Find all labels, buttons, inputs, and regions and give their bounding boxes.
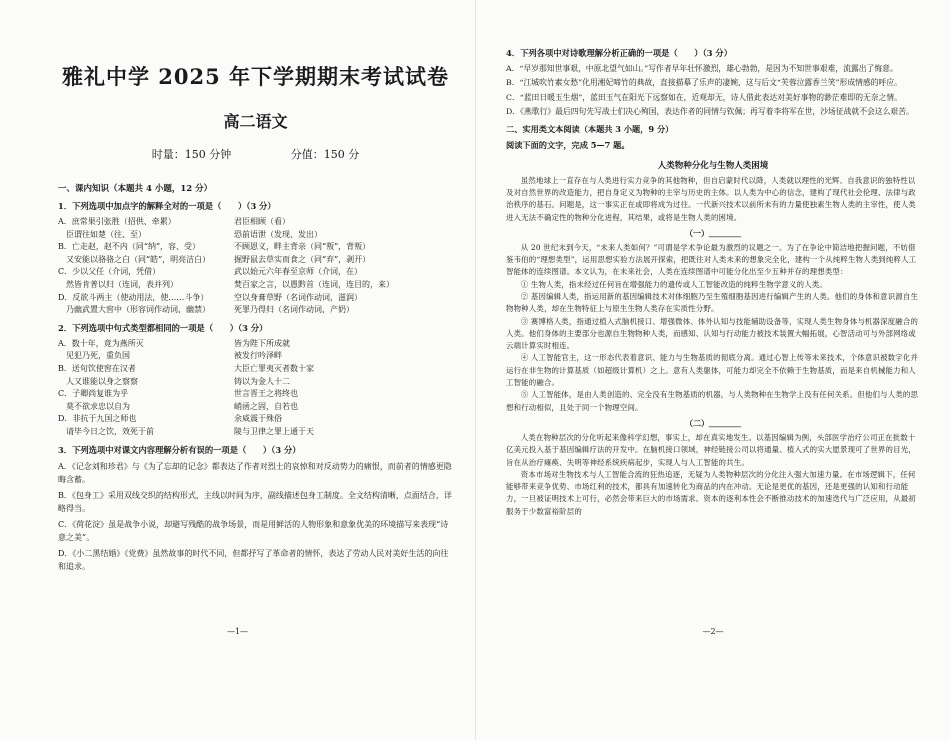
option-cell: 空以身膏草野（名词作动词，滋润） (234, 292, 362, 302)
option-cell: 铸以为金人十二 (234, 376, 290, 386)
option-text: A．“早岁那知世事艰，中原北望气如山。”写作者早年壮怀激烈，雄心勃勃，是因为不知世事艰难，流露出了悔意。 (506, 64, 898, 73)
article-paragraph: ② 基因编辑人类，指运用新的基因编辑技术对体细胞乃至生殖细胞基因进行编辑产生的人类。他们的身体和意识源自生物物种人类，却在生物特征上与原生生物人类存在实质性分野。 (506, 292, 919, 314)
exam-time: 时量：150 分钟 (151, 148, 232, 161)
page-number: —2— (702, 627, 724, 636)
question-stem: 2．下列选项中句式类型都相同的一项是（ ）（3 分） (58, 322, 268, 333)
option-row (58, 426, 453, 439)
article-title: 人类物种分化与生物人类困境 (657, 160, 769, 171)
option-row (58, 229, 453, 242)
article-subheading: （二）＿＿＿＿ (685, 417, 741, 428)
article-paragraph: 虽然地球上一直存在与人类进行实力竞争的其他物种，但自启蒙时代以降，人类就以理性的光辉、自我意识的独特性以及对自然世界的改造能力，把自身定义为物种的主宰与历史的主体。以人类为中心的信念，建构了现代社会伦理、法律与政治秩序的基石。问题是，这一事实正在或即将成为过往。一代新兴技术以前所未有的力量使独素生物人类的主宰性，使人类进入无法不确定性的物种分化进程，其结果，或将是生物人类的困境。 (506, 175, 916, 222)
page-number: —1— (226, 627, 249, 636)
question-stem: 1．下列选项中加点字的解释全对的一项是（ ）（3 分） (58, 201, 276, 211)
option-cell: 臣谓往如楚（往、至） (58, 229, 146, 239)
option-row (58, 388, 453, 401)
option-row (58, 216, 453, 229)
article-paragraph: 从 20 世纪末到今天，“未来人类如何？”可谓是学术争论最为激烈的议题之一。为了在争论中简洁地把握问题，不妨借鉴韦伯的“理想类型”，运用思想实验方法展开探索，把既往对人类未来的想象完全化，建构一个从纯粹生物人类到纯粹人工智能体的连续图谱。本文认为，在未来社会，人类在连续图谱中可能分化出至少五种并存的理想类型： (506, 242, 917, 277)
option-cell: 掘野鼠去草实而食之（同“弃”，剥开） (234, 254, 371, 264)
option-cell: 见犯乃死，重负国 (58, 351, 130, 361)
article-paragraph: ④ 人工智能官主，这一形态代表着意识、能力与生物基质的彻底分离。通过心智上传等未来技术，个体意识被数字化并运行在非生物的计算基质（如超级计算机）之上。意有人类躯体，可能力却完全不依赖于生物基质，而是来自机械能力和人工智能的融合。 (506, 353, 919, 388)
option-cell: D．反欲斗两主（使动用法，使……斗争） (58, 292, 209, 302)
article-paragraph: 资本市场对生物技术与人工智能合流的狂热追逐，无疑为人类物种层次的分化注入强大加速力量。在市场逻辑下，任何能够带来竞争优势、市场红利的技术，都具有加速转化为商品的内在冲动。无论是更优的基因，还是更强的认知和行动能力，一旦被证明技术上可行，必然会带来巨大的市场需求。资本的逐利本性会不断推动技术的加速迭代与广泛应用，从最初服务于少数富裕阶层的 (506, 469, 916, 516)
option-cell: 莫不欲求忠以自为 (58, 401, 130, 411)
option-cell: 世言晋王之将终也 (234, 389, 298, 399)
option-text: D．《燕歌行》最后四句先写战士们决心殉国，表达作者的同情与钦佩；再写着李将军在世，沙场征战就不会这么艰苦。 (506, 107, 914, 117)
option-cell: B．亡走赵，赵不内（同“纳”，容、受） (58, 242, 201, 252)
section-heading: 一、课内知识（本题共 4 小题，12 分） (58, 184, 213, 194)
option-row (58, 376, 453, 389)
option-row (58, 350, 453, 363)
option-cell: 人又谁能以身之察察 (58, 376, 138, 386)
option-cell: 余威震于殊俗 (234, 414, 282, 424)
article-paragraph: ① 生物人类，指未经过任何旨在增强能力的遗传或人工智能改造的纯粹生物学意义的人类。 (520, 279, 827, 289)
option-row (58, 413, 453, 426)
article-subheading: （一）＿＿＿＿ (685, 227, 741, 238)
option-cell: 乃幽武置大窖中（形容词作动词，幽禁） (58, 305, 210, 315)
option-row (58, 254, 453, 267)
article-paragraph: ③ 赛博格人类，指通过植入式脑机接口、增强微体、体外认知与技能辅助设备等，实现人类生物身体与机器深度融合的人类。他们身体的主要部分也源自生物物种人类，而感知、认知与行动能力被技术装置大幅拓展，心智活动可与外部网络或云端计算实时相连。 (506, 316, 919, 351)
option-cell: A．数十年，竟为燕所灭 (58, 338, 144, 348)
option-cell: C．少以父任（介词，凭借） (58, 267, 161, 277)
option-cell: C．子卿尚复谁为乎 (58, 389, 129, 399)
option-text: A．《记念刘和珍君》与《为了忘却的记念》都表达了作者对烈士的哀悼和对反动势力的痛恨，而前者的情感更隐晦含蓄。 (58, 461, 452, 484)
exam-meta (58, 146, 453, 162)
exam-page-right (475, 0, 950, 740)
exam-title: 雅礼中学 2025 年下学期期末考试试卷 (61, 64, 450, 89)
option-row (58, 241, 453, 254)
option-cell: 恐前语泄（发现、发出） (234, 229, 322, 239)
question-stem: 4．下列各项中对诗歌理解分析正确的一项是（ ）（3 分） (506, 48, 733, 58)
option-cell: 峭函之固，自若也 (234, 401, 298, 411)
question-options (58, 338, 453, 439)
option-cell: 被发行吟泽畔 (234, 351, 282, 361)
section-heading: 二、实用类文本阅读（本题共 3 小题，9 分） (506, 123, 674, 134)
option-cell: 请毕今日之饮，效死于前 (58, 426, 154, 436)
option-cell: 皆为陛下所成就 (234, 338, 290, 348)
article-paragraph: ⑤ 人工智能体，是由人类创造的、完全没有生物基质的机器，与人类物种在生物学上没有任何关系。但他们与人类的思想和行动相似，且处于同一个物理空间。 (506, 390, 919, 412)
option-cell: 大臣亡罪夷灭者数十家 (234, 363, 314, 373)
exam-score: 分值：150 分 (290, 148, 360, 161)
option-row (58, 304, 453, 317)
option-cell: 陵与卫律之罪上通于天 (234, 426, 314, 436)
reading-instruction: 阅读下面的文字，完成 5—7 题。 (506, 139, 630, 150)
option-row (58, 279, 453, 292)
question-stem: 3．下列选项中对课文内容理解分析有误的一项是（ ）（3 分） (58, 444, 301, 455)
option-cell: 死罪乃得归（名词作动词，产奶） (234, 305, 354, 315)
option-row (58, 266, 453, 279)
option-cell: 然皆肯普以归（连词，表并列） (58, 279, 178, 289)
option-text: C．《荷花淀》虽是战争小说，却避写残酷的战争场景，而是用鲜活的人物形象和意象优美的环境描写来表现“诗意之美”。 (58, 519, 449, 542)
exam-subject: 高二语文 (223, 112, 288, 131)
option-text: D．《小二黑结婚》《党费》虽然故事的时代不同，但都抒写了革命者的情怀，表达了劳动人民对美好生活的向往和追求。 (58, 548, 449, 571)
option-cell: D．非抗于九国之师也 (58, 414, 137, 424)
option-cell: 武以始元六年春至京师（介词，在） (234, 267, 362, 277)
option-row (58, 338, 453, 351)
option-cell: 焚百家之言，以愚黔首（连词，连目的，来） (234, 279, 394, 289)
article-paragraph: 人类在物种层次的分化听起来像科学幻想，事实上，却在真实地发生。以基因编辑为例，头部医学治疗公司正在批数十亿美元投入基于基因编辑疗法的开发中。在脑机接口领域，神经链接公司以将通量、植入式的实大愿景现可了世界的目光，旨在从治疗瘫痪、失明等神经系统疾病起步，实现人与人工智能的共生。 (506, 432, 916, 467)
option-cell: 不顾恩义，畔主背亲（同“叛”，背叛） (234, 242, 371, 252)
option-cell: B．送旬饮使窖在汉者 (58, 363, 136, 373)
option-cell: 又安能以骆骆之白（同“皓”，明亮洁白） (58, 254, 211, 264)
option-row (58, 292, 453, 305)
option-cell: A．庶常果引张胜（招供、牵累） (58, 217, 176, 226)
option-row (58, 363, 453, 376)
option-cell: 君臣相顾（看） (234, 217, 290, 226)
option-text: C．“蓝田日暖玉生烟”，蓝田玉气在阳光下远察如在，近观却无，诗人借此表达对美好事物的渺茫难即的无奈之情。 (506, 92, 902, 102)
option-text: B．《包身工》采用双线交织的结构形式，主线以时间为序，副线描述包身工制度。全文结构清晰，点面结合，详略得当。 (58, 490, 452, 513)
question-options (58, 216, 453, 317)
option-text: B．“江城吹竹素女愁”化用湘妃啼竹的典故，直接描摹了乐声的凄婉，这与后文“芙蓉泣露香兰笑”形成情感的呼应。 (506, 78, 902, 88)
option-row (58, 401, 453, 414)
